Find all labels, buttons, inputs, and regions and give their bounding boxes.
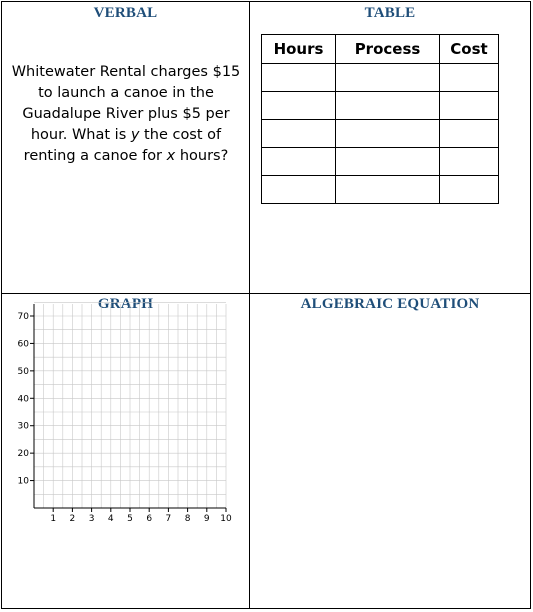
frame-right [530, 1, 531, 609]
table-cell[interactable] [440, 148, 499, 176]
y-tick-label: 30 [17, 421, 29, 432]
value-table [261, 34, 499, 204]
verbal-title: VERBAL [93, 5, 158, 21]
verbal-var-x: x [166, 148, 176, 164]
table-cell[interactable] [336, 92, 440, 120]
y-tick-label: 40 [17, 394, 29, 405]
table-cell[interactable] [262, 148, 336, 176]
table-cell[interactable] [262, 176, 336, 204]
y-tick-label: 70 [17, 312, 29, 322]
verbal-text-part-1: Whitewater Rental charges $15 to launch a canoe in the Guadalupe River plus $5 per hour. What is [11, 64, 241, 143]
table-row [262, 176, 499, 204]
y-tick-label: 60 [17, 339, 29, 350]
x-tick-label: 7 [165, 514, 172, 524]
x-tick-label: 4 [107, 514, 114, 524]
verbal-text-part-2: the cost of renting a canoe for [23, 127, 222, 164]
frame-top [1, 1, 531, 2]
table-cell[interactable] [262, 64, 336, 92]
verbal-problem-text [6, 62, 246, 167]
table-cell[interactable] [262, 120, 336, 148]
x-tick-label: 3 [88, 514, 95, 524]
table-title: TABLE [364, 5, 416, 21]
table-cell[interactable] [336, 64, 440, 92]
table-header-process: Process [336, 35, 440, 64]
frame-bottom [1, 608, 531, 609]
table-header-cost: Cost [440, 35, 499, 64]
table-row [262, 64, 499, 92]
table-header-hours: Hours [262, 35, 336, 64]
x-tick-label: 10 [220, 514, 232, 524]
table-row [262, 92, 499, 120]
table-cell[interactable] [440, 120, 499, 148]
table-header-row [262, 35, 499, 64]
verbal-text-part-3: hours? [175, 148, 229, 164]
equation-answer-area[interactable] [252, 320, 528, 606]
x-tick-label: 8 [184, 514, 191, 524]
verbal-var-y: y [130, 127, 140, 143]
x-tick-label: 9 [203, 514, 210, 524]
x-tick-label: 1 [50, 514, 57, 524]
x-tick-label: 2 [69, 514, 76, 524]
table-cell[interactable] [440, 176, 499, 204]
table-cell[interactable] [336, 176, 440, 204]
x-tick-label: 5 [127, 514, 133, 524]
graph-title: GRAPH [97, 296, 154, 312]
x-tick-label: 6 [146, 514, 153, 524]
table-cell[interactable] [440, 92, 499, 120]
table-row [262, 148, 499, 176]
y-tick-label: 50 [17, 366, 29, 377]
coordinate-grid[interactable] [0, 294, 249, 534]
y-tick-label: 20 [17, 449, 29, 460]
table-cell[interactable] [440, 64, 499, 92]
table-cell[interactable] [336, 120, 440, 148]
equation-title: ALGEBRAIC EQUATION [300, 296, 480, 312]
table-cell[interactable] [262, 92, 336, 120]
table-cell[interactable] [336, 148, 440, 176]
y-tick-label: 10 [17, 476, 29, 487]
table-row [262, 120, 499, 148]
